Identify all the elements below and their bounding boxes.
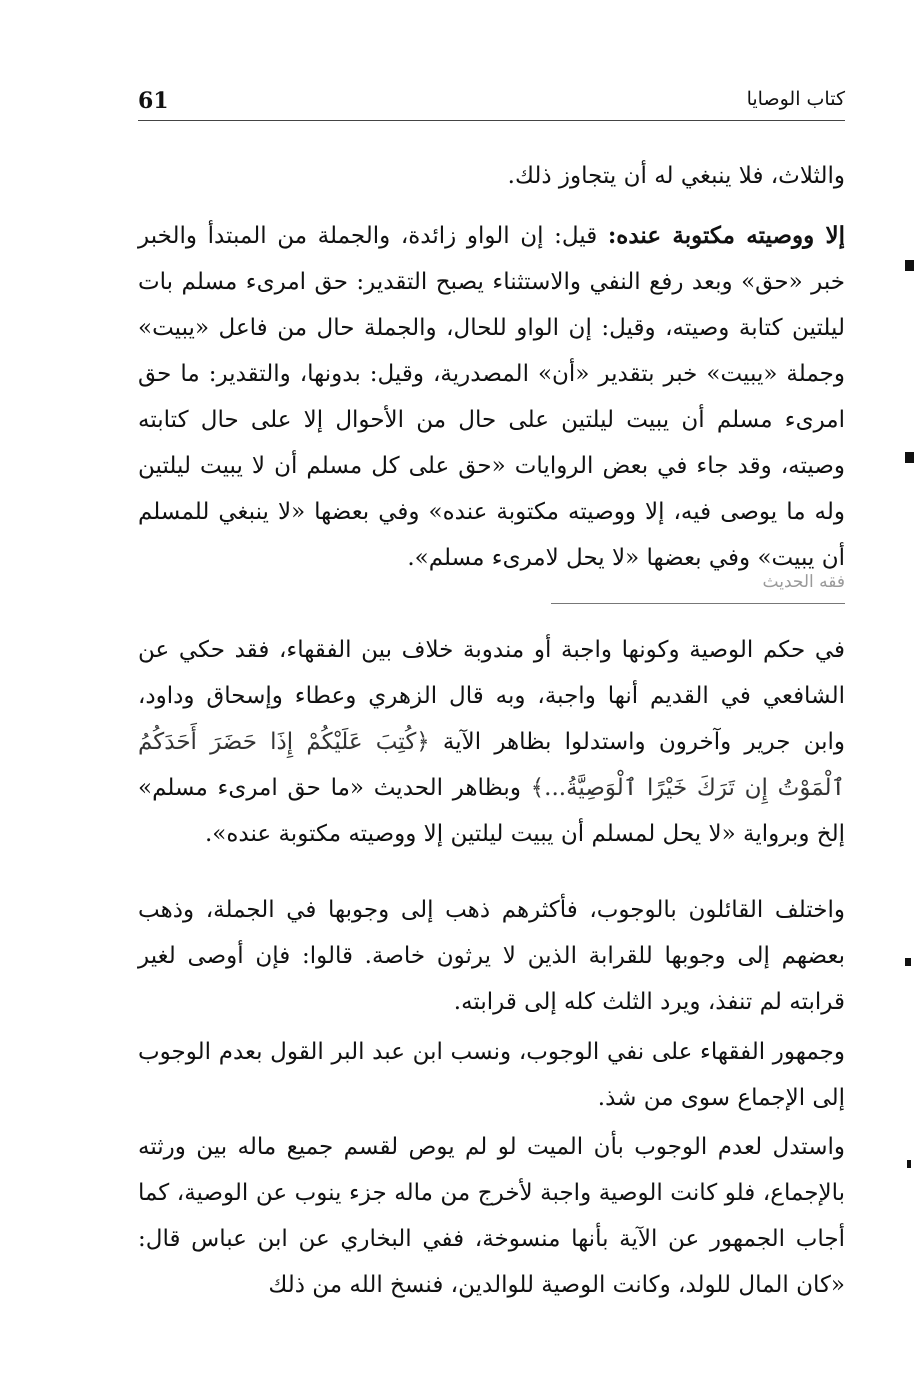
margin-mark <box>907 1160 911 1168</box>
paragraph-text <box>138 627 845 857</box>
paragraph-text: واختلف القائلون بالوجوب، فأكثرهم ذهب إلى وجوبها في الجملة، وذهب بعضهم إلى وجوبها للقرابة الذين لا يرثون خاصة. قالوا: فإن أوصى لغير قرابته لم تنفذ، ويرد الثلث كله إلى قرابته. <box>138 897 845 1015</box>
paragraph-text-part: في حكم الوصية وكونها واجبة أو مندوبة خلاف بين الفقهاء، فقد حكي عن الشافعي في القديم أنها واجبة، وبه قال الزهري وعطاء وإسحاق وداود، وابن جرير وآخرون واستدلوا بظاهر الآية <box>138 637 845 755</box>
paragraph-disagreement <box>138 887 845 1025</box>
paragraph-ruling <box>138 627 845 857</box>
bold-phrase: إلا ووصيته مكتوبة عنده: <box>607 222 845 249</box>
page-number: 61 <box>138 88 169 114</box>
paragraph-text-rest: قيل: إن الواو زائدة، والجملة من المبتدأ والخبر خبر «حق» وبعد رفع النفي والاستثناء يصبح التقدير: حق امرىء مسلم بات ليلتين كتابة وصيته، وقيل: إن الواو للحال، والجملة حال من فاعل «يبيت» وجملة «يبيت» خبر بتقدير «أن» المصدرية، وقيل: بدونها، والتقدير: ما حق امرىء مسلم أن يبيت ليلتين على حال من الأحوال إلا على حال كتابته وصيته، وقد جاء في بعض الروايات «حق على كل مسلم أن لا يبيت ليلتين وله ما يوصى فيه، إلا ووصيته مكتوبة عنده» وفي بعضها «لا ينبغي للمسلم أن يبيت» وفي بعضها «لا يحل لامرىء مسلم». <box>138 223 845 571</box>
margin-mark <box>905 260 914 271</box>
paragraph-text-part: وبظاهر الحديث «ما حق امرىء مسلم» إلخ وبرواية «لا يحل لمسلم أن يبيت ليلتين إلا ووصيته مكتوبة عنده». <box>138 775 845 847</box>
paragraph-text: وجمهور الفقهاء على نفي الوجوب، ونسب ابن عبد البر القول بعدم الوجوب إلى الإجماع سوى من شذ. <box>138 1039 845 1111</box>
paragraph-commentary <box>138 213 845 581</box>
page-header <box>138 80 845 121</box>
section-divider <box>551 603 845 604</box>
section-title: فقه الحديث <box>762 572 845 592</box>
margin-mark <box>905 452 914 463</box>
paragraph-evidence <box>138 1124 845 1308</box>
running-title: كتاب الوصايا <box>746 88 845 110</box>
margin-mark <box>905 958 911 966</box>
quran-verse: ﴿كُتِبَ عَلَيْكُمْ إِذَا حَضَرَ أَحَدَكُمُ ٱلْمَوْتُ إِن تَرَكَ خَيْرًا ٱلْوَصِيَّةُ...﴾ <box>138 729 845 801</box>
paragraph-text: والثلاث، فلا ينبغي له أن يتجاوز ذلك. <box>507 163 845 189</box>
paragraph-text <box>138 213 845 581</box>
paragraph-continuation <box>138 153 845 199</box>
paragraph-majority <box>138 1029 845 1121</box>
paragraph-text: واستدل لعدم الوجوب بأن الميت لو لم يوص لقسم جميع ماله بين ورثته بالإجماع، فلو كانت الوصية واجبة لأخرج من ماله جزء ينوب عن الوصية، كما أجاب الجمهور عن الآية بأنها منسوخة، ففي البخاري عن ابن عباس قال: «كان المال للولد، وكانت الوصية للوالدين، فنسخ الله من ذلك <box>138 1134 845 1298</box>
